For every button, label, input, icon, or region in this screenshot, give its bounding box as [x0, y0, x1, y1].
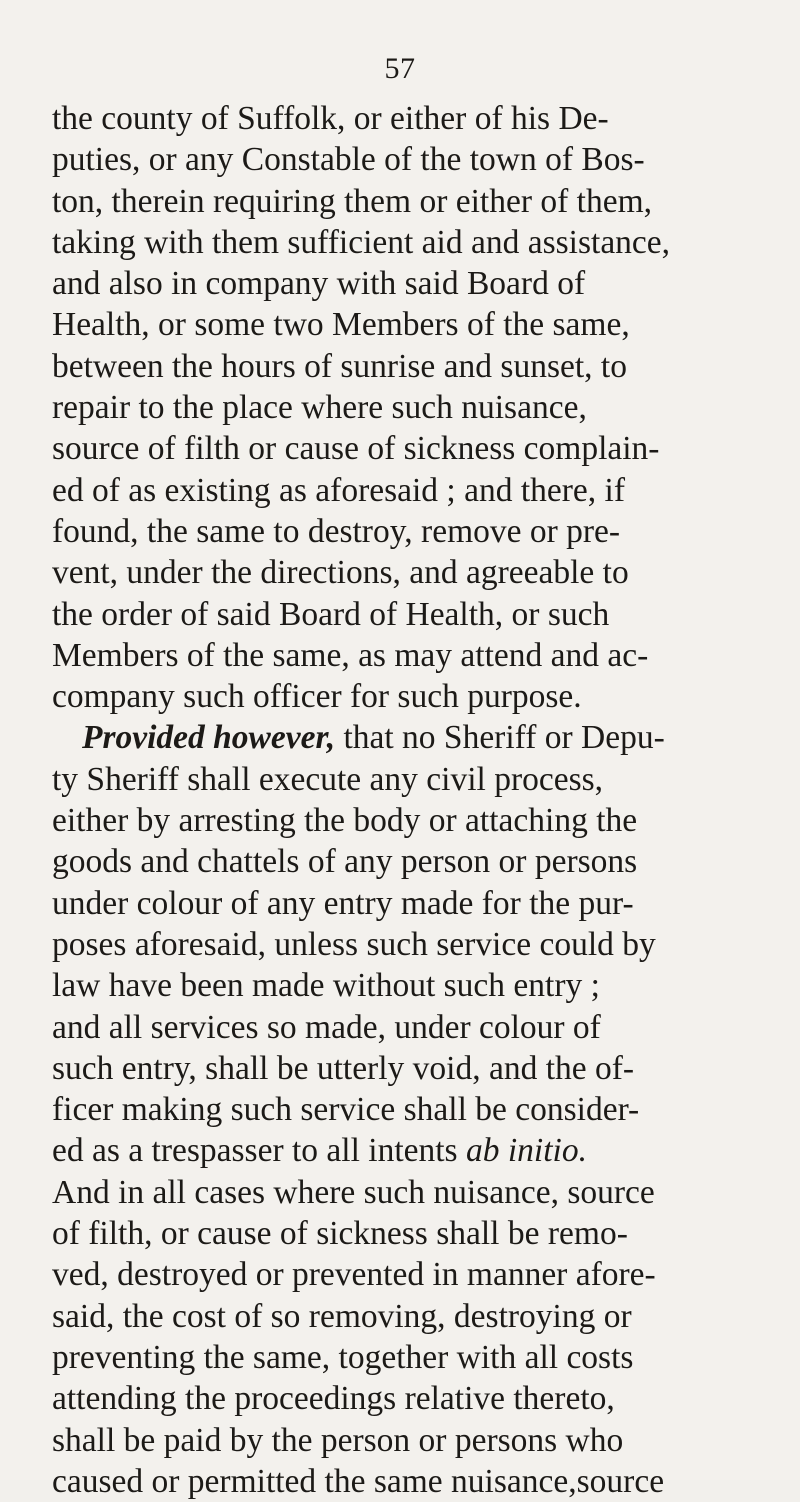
- text-line: [52, 263, 772, 304]
- text-line: [52, 1461, 772, 1502]
- text-line: [52, 139, 772, 180]
- line-text: Members of the same, as may attend and ac-: [52, 636, 649, 674]
- line-text: ed as a trespasser to all intents: [52, 1132, 466, 1170]
- text-line: [52, 841, 772, 882]
- text-line: [52, 1296, 772, 1337]
- text-line: [52, 222, 772, 263]
- line-text: law have been made without such entry ;: [52, 967, 600, 1005]
- text-line: [52, 1378, 772, 1419]
- line-text: source of filth or cause of sickness complain-: [52, 430, 660, 468]
- text-line: [52, 304, 772, 345]
- line-text: ty Sheriff shall execute any civil process,: [52, 760, 604, 798]
- line-text: such entry, shall be utterly void, and the of-: [52, 1049, 635, 1087]
- text-line: [52, 924, 772, 965]
- text-line: [52, 181, 772, 222]
- line-text: ficer making such service shall be consider-: [52, 1091, 640, 1129]
- line-text: attending the proceedings relative thereto,: [52, 1380, 615, 1418]
- line-text: goods and chattels of any person or persons: [52, 843, 638, 881]
- line-text: said, the cost of so removing, destroying or: [52, 1297, 632, 1335]
- text-line: [52, 387, 772, 428]
- text-line: [52, 717, 772, 758]
- line-text: ed of as existing as aforesaid ; and there, if: [52, 471, 626, 509]
- text-line: [52, 1420, 772, 1461]
- line-text: that no Sheriff or Depu-: [335, 719, 665, 757]
- latin-phrase: ab initio.: [465, 1132, 587, 1170]
- text-line: [52, 552, 772, 593]
- line-text: either by arresting the body or attaching the: [52, 802, 638, 840]
- line-text: shall be paid by the person or persons who: [52, 1421, 624, 1459]
- line-text: puties, or any Constable of the town of Bos-: [52, 141, 645, 179]
- text-line: [52, 1048, 772, 1089]
- text-line: [52, 1254, 772, 1295]
- line-text: Health, or some two Members of the same,: [52, 306, 630, 344]
- line-text: the order of said Board of Health, or such: [52, 595, 610, 633]
- text-line: [52, 594, 772, 635]
- text-line: [52, 965, 772, 1006]
- line-text: poses aforesaid, unless such service could by: [52, 925, 656, 963]
- line-text: caused or permitted the same nuisance,source: [52, 1462, 665, 1500]
- text-line: [52, 1089, 772, 1130]
- line-text: found, the same to destroy, remove or pre-: [52, 512, 621, 550]
- page-number: 57: [384, 52, 416, 85]
- text-line: [52, 1130, 772, 1171]
- line-text: between the hours of sunrise and sunset, to: [52, 347, 627, 385]
- text-line: [52, 470, 772, 511]
- line-text: company such officer for such purpose.: [52, 678, 582, 716]
- line-text: ton, therein requiring them or either of them,: [52, 182, 653, 220]
- text-line: [52, 800, 772, 841]
- text-line: [52, 759, 772, 800]
- line-text: of filth, or cause of sickness shall be remo-: [52, 1215, 628, 1253]
- text-line: [52, 883, 772, 924]
- text-line: [52, 98, 772, 139]
- line-text: the county of Suffolk, or either of his De-: [52, 100, 609, 137]
- text-line: [52, 1213, 772, 1254]
- text-line: [52, 346, 772, 387]
- text-line: [52, 1337, 772, 1378]
- line-text: and also in company with said Board of: [52, 265, 586, 303]
- text-line: [52, 1172, 772, 1213]
- line-text: repair to the place where such nuisance,: [52, 389, 587, 427]
- text-line: [52, 1007, 772, 1048]
- text-line: [52, 511, 772, 552]
- line-text: preventing the same, together with all costs: [52, 1338, 634, 1376]
- line-text: taking with them sufficient aid and assistance,: [52, 223, 671, 261]
- line-text: and all services so made, under colour of: [52, 1008, 601, 1046]
- text-line: [52, 428, 772, 469]
- line-text: vent, under the directions, and agreeable to: [52, 554, 629, 592]
- line-text: ved, destroyed or prevented in manner afore-: [52, 1256, 656, 1294]
- line-text: under colour of any entry made for the pur-: [52, 884, 634, 922]
- text-line: [52, 635, 772, 676]
- line-text: And in all cases where such nuisance, source: [52, 1173, 655, 1211]
- proviso-emphasis: Provided however,: [82, 719, 336, 757]
- body-text: [52, 98, 772, 1502]
- text-line: [52, 676, 772, 717]
